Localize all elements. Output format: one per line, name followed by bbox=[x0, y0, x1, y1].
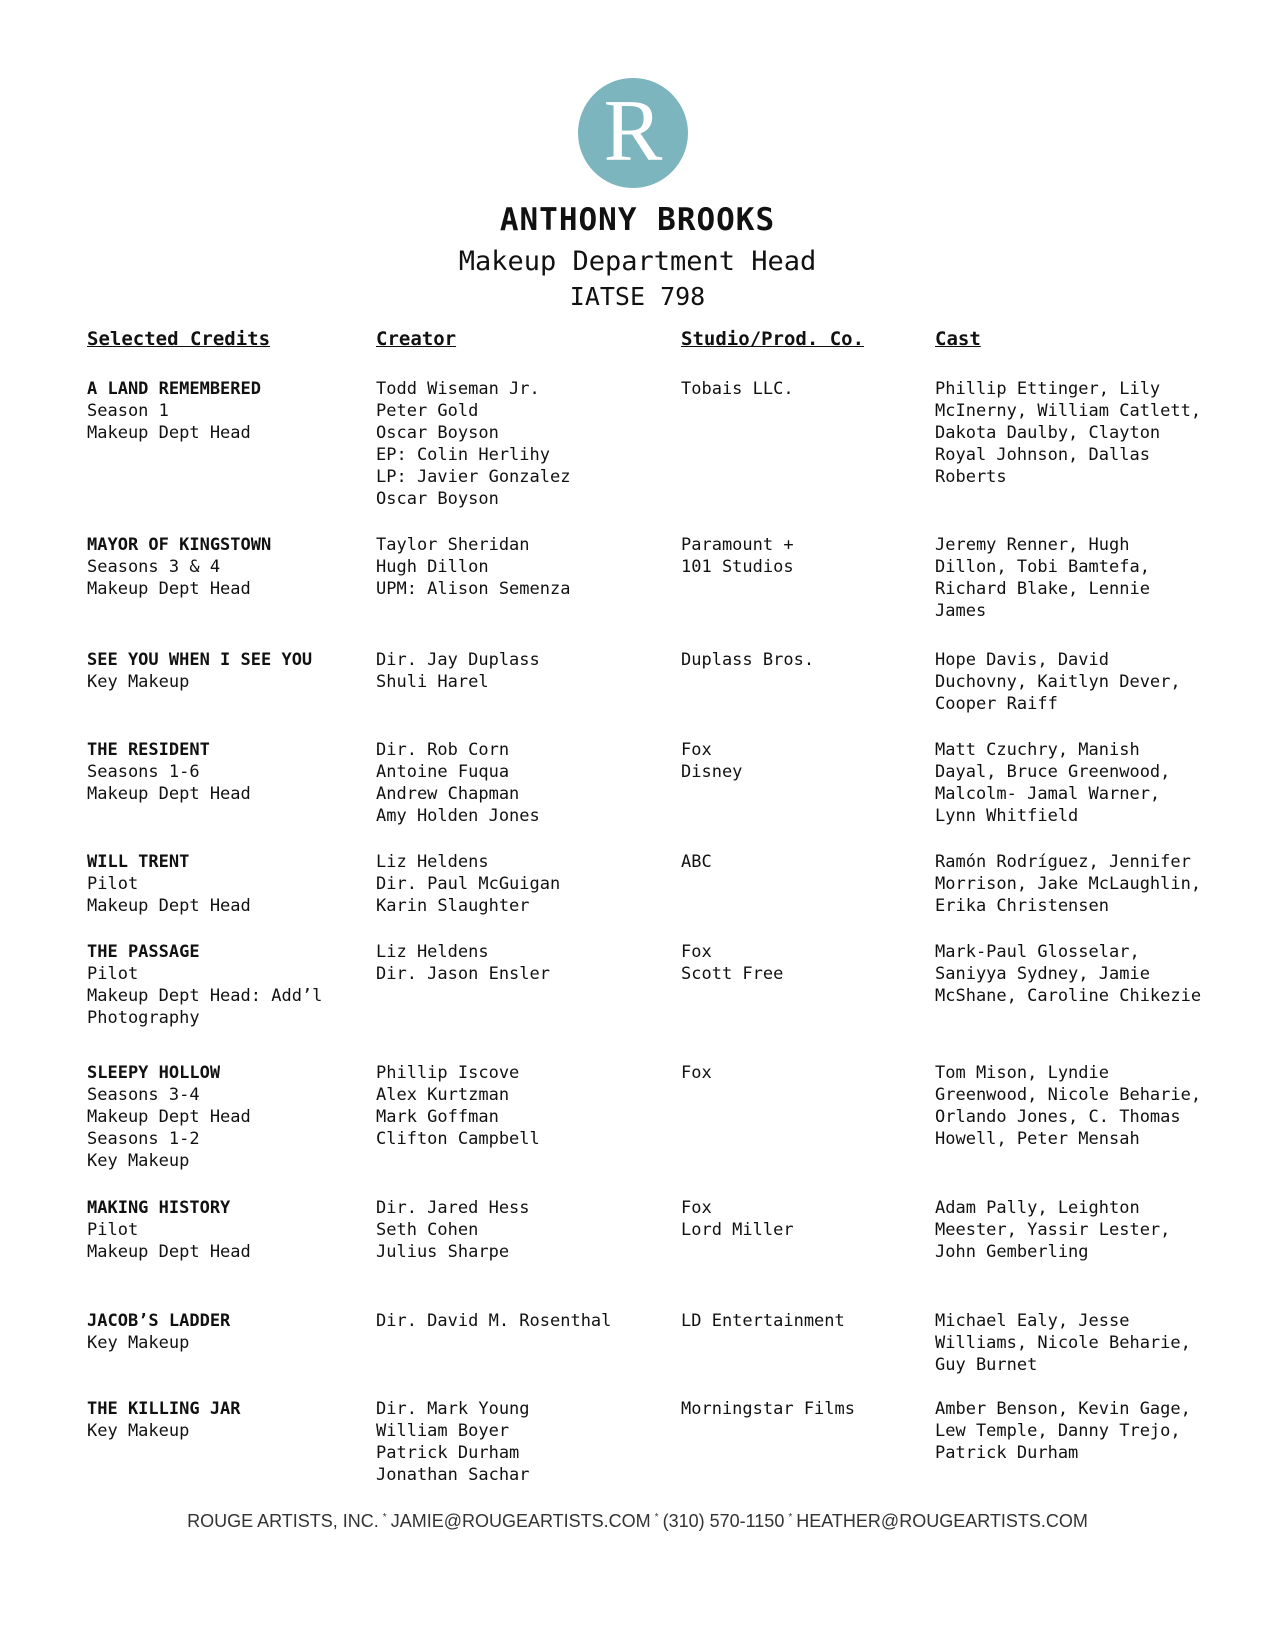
creator-line: Dir. Paul McGuigan bbox=[376, 874, 561, 894]
credit-detail: Makeup Dept Head bbox=[87, 423, 251, 443]
creator-line: Antoine Fuqua bbox=[376, 762, 510, 782]
credit-title: A LAND REMEMBERED bbox=[87, 379, 261, 399]
credit-detail: Makeup Dept Head bbox=[87, 784, 251, 804]
creator-line: Julius Sharpe bbox=[376, 1242, 510, 1262]
cast-line: Amber Benson, Kevin Gage, bbox=[935, 1399, 1191, 1419]
creator-line: Seth Cohen bbox=[376, 1220, 479, 1240]
creator-line: Jonathan Sachar bbox=[376, 1465, 530, 1485]
credit-title: SLEEPY HOLLOW bbox=[87, 1063, 221, 1083]
creator-line: UPM: Alison Semenza bbox=[376, 579, 571, 599]
credit-detail: Seasons 3-4 bbox=[87, 1085, 200, 1105]
credit-cell bbox=[87, 649, 312, 693]
creator-cell bbox=[376, 1398, 530, 1486]
studio-cell bbox=[681, 649, 814, 671]
creator-line: Liz Heldens bbox=[376, 852, 489, 872]
footer-email-jamie[interactable]: JAMIE@ROUGEARTISTS.COM bbox=[390, 1511, 651, 1531]
credit-title: THE KILLING JAR bbox=[87, 1399, 241, 1419]
creator-line: Peter Gold bbox=[376, 401, 479, 421]
credit-detail: Key Makeup bbox=[87, 1421, 190, 1441]
cast-cell bbox=[935, 739, 1170, 827]
studio-line: Tobais LLC. bbox=[681, 379, 794, 399]
credit-detail: Seasons 1-2 bbox=[87, 1129, 200, 1149]
creator-cell bbox=[376, 1197, 530, 1263]
studio-line: Morningstar Films bbox=[681, 1399, 855, 1419]
studio-cell bbox=[681, 1197, 794, 1241]
credit-detail: Key Makeup bbox=[87, 1151, 190, 1171]
studio-line: ABC bbox=[681, 852, 712, 872]
footer-separator: * bbox=[654, 1512, 659, 1523]
credit-title: THE RESIDENT bbox=[87, 740, 210, 760]
cast-line: Saniyya Sydney, Jamie bbox=[935, 964, 1150, 984]
studio-cell bbox=[681, 378, 794, 400]
creator-cell bbox=[376, 1310, 611, 1332]
credit-title: MAYOR OF KINGSTOWN bbox=[87, 535, 272, 555]
studio-line: Disney bbox=[681, 762, 743, 782]
credit-detail: Pilot bbox=[87, 964, 139, 984]
credit-cell bbox=[87, 739, 251, 805]
creator-line: Dir. Rob Corn bbox=[376, 740, 510, 760]
footer-separator: * bbox=[382, 1512, 387, 1523]
credit-detail: Season 1 bbox=[87, 401, 169, 421]
creator-line: Dir. Mark Young bbox=[376, 1399, 530, 1419]
credit-title: SEE YOU WHEN I SEE YOU bbox=[87, 650, 313, 670]
cast-line: Michael Ealy, Jesse bbox=[935, 1311, 1130, 1331]
creator-line: Dir. David M. Rosenthal bbox=[376, 1311, 612, 1331]
contact-footer bbox=[0, 1511, 1275, 1532]
creator-cell bbox=[376, 941, 550, 985]
cast-line: Roberts bbox=[935, 467, 1007, 487]
cast-cell bbox=[935, 378, 1201, 488]
credit-detail: Seasons 1-6 bbox=[87, 762, 200, 782]
creator-line: Liz Heldens bbox=[376, 942, 489, 962]
column-header-creator: Creator bbox=[376, 328, 457, 350]
cast-line: Dillon, Tobi Bamtefa, bbox=[935, 557, 1150, 577]
cast-line: Matt Czuchry, Manish bbox=[935, 740, 1140, 760]
cast-line: Duchovny, Kaitlyn Dever, bbox=[935, 672, 1181, 692]
credit-cell bbox=[87, 941, 322, 1029]
creator-cell bbox=[376, 378, 570, 510]
column-header-credits: Selected Credits bbox=[87, 328, 271, 350]
cast-line: McShane, Caroline Chikezie bbox=[935, 986, 1202, 1006]
creator-cell bbox=[376, 534, 570, 600]
cast-line: Cooper Raiff bbox=[935, 694, 1058, 714]
cast-cell bbox=[935, 1398, 1191, 1464]
cast-line: Dakota Daulby, Clayton bbox=[935, 423, 1161, 443]
cast-line: Morrison, Jake McLaughlin, bbox=[935, 874, 1202, 894]
footer-company: ROUGE ARTISTS, INC. bbox=[187, 1511, 379, 1531]
creator-line: Oscar Boyson bbox=[376, 423, 499, 443]
credit-cell bbox=[87, 1310, 230, 1354]
cast-line: Jeremy Renner, Hugh bbox=[935, 535, 1130, 555]
cast-cell bbox=[935, 1062, 1201, 1150]
credit-cell bbox=[87, 1197, 251, 1263]
rouge-logo bbox=[578, 78, 688, 188]
credit-detail: Seasons 3 & 4 bbox=[87, 557, 221, 577]
studio-cell bbox=[681, 1398, 855, 1420]
creator-line: Hugh Dillon bbox=[376, 557, 489, 577]
cast-line: Patrick Durham bbox=[935, 1443, 1079, 1463]
creator-line: Dir. Jared Hess bbox=[376, 1198, 530, 1218]
cast-line: Erika Christensen bbox=[935, 896, 1109, 916]
studio-line: Scott Free bbox=[681, 964, 784, 984]
credit-detail: Makeup Dept Head bbox=[87, 1242, 251, 1262]
column-header-cast: Cast bbox=[935, 328, 981, 350]
footer-email-heather[interactable]: HEATHER@ROUGEARTISTS.COM bbox=[796, 1511, 1088, 1531]
credit-detail: Makeup Dept Head bbox=[87, 1107, 251, 1127]
creator-line: Karin Slaughter bbox=[376, 896, 530, 916]
creator-line: LP: Javier Gonzalez bbox=[376, 467, 571, 487]
cast-line: Tom Mison, Lyndie bbox=[935, 1063, 1109, 1083]
cast-line: Ramón Rodríguez, Jennifer bbox=[935, 852, 1191, 872]
credit-cell bbox=[87, 851, 251, 917]
cast-cell bbox=[935, 851, 1201, 917]
creator-line: Alex Kurtzman bbox=[376, 1085, 510, 1105]
cast-cell bbox=[935, 649, 1181, 715]
cast-line: Hope Davis, David bbox=[935, 650, 1109, 670]
cast-line: Dayal, Bruce Greenwood, bbox=[935, 762, 1171, 782]
creator-line: EP: Colin Herlihy bbox=[376, 445, 550, 465]
studio-line: Fox bbox=[681, 1063, 712, 1083]
credit-cell bbox=[87, 378, 261, 444]
cast-line: Meester, Yassir Lester, bbox=[935, 1220, 1171, 1240]
credit-detail: Makeup Dept Head bbox=[87, 896, 251, 916]
studio-cell bbox=[681, 941, 783, 985]
studio-cell bbox=[681, 1310, 845, 1332]
cast-line: Malcolm- Jamal Warner, bbox=[935, 784, 1161, 804]
studio-cell bbox=[681, 534, 794, 578]
cast-line: Howell, Peter Mensah bbox=[935, 1129, 1140, 1149]
credit-detail: Photography bbox=[87, 1008, 200, 1028]
creator-line: Todd Wiseman Jr. bbox=[376, 379, 540, 399]
cast-line: John Gemberling bbox=[935, 1242, 1089, 1262]
artist-name: ANTHONY BROOKS bbox=[499, 202, 776, 238]
credit-title: MAKING HISTORY bbox=[87, 1198, 231, 1218]
studio-line: Lord Miller bbox=[681, 1220, 794, 1240]
cast-cell bbox=[935, 941, 1201, 1007]
studio-cell bbox=[681, 739, 742, 783]
creator-line: Dir. Jason Ensler bbox=[376, 964, 550, 984]
cast-line: Greenwood, Nicole Beharie, bbox=[935, 1085, 1202, 1105]
cast-line: McInerny, William Catlett, bbox=[935, 401, 1202, 421]
credit-title: THE PASSAGE bbox=[87, 942, 200, 962]
creator-line: Patrick Durham bbox=[376, 1443, 520, 1463]
creator-cell bbox=[376, 851, 560, 917]
cast-line: Adam Pally, Leighton bbox=[935, 1198, 1140, 1218]
creator-line: Dir. Jay Duplass bbox=[376, 650, 540, 670]
credit-detail: Pilot bbox=[87, 874, 139, 894]
credit-detail: Key Makeup bbox=[87, 672, 190, 692]
credit-cell bbox=[87, 1062, 251, 1172]
cast-cell bbox=[935, 1197, 1170, 1263]
footer-phone: (310) 570-1150 bbox=[662, 1511, 785, 1531]
credit-detail: Pilot bbox=[87, 1220, 139, 1240]
cast-line: Lew Temple, Danny Trejo, bbox=[935, 1421, 1181, 1441]
studio-line: Duplass Bros. bbox=[681, 650, 815, 670]
creator-line: William Boyer bbox=[376, 1421, 510, 1441]
creator-line: Shuli Harel bbox=[376, 672, 489, 692]
cast-line: Guy Burnet bbox=[935, 1355, 1038, 1375]
cast-cell bbox=[935, 534, 1150, 622]
cast-cell bbox=[935, 1310, 1191, 1376]
creator-cell bbox=[376, 739, 540, 827]
studio-line: Fox bbox=[681, 740, 712, 760]
studio-line: Paramount + bbox=[681, 535, 794, 555]
creator-line: Oscar Boyson bbox=[376, 489, 499, 509]
credit-detail: Makeup Dept Head: Add’l bbox=[87, 986, 323, 1006]
creator-cell bbox=[376, 649, 540, 693]
artist-title: Makeup Department Head bbox=[458, 246, 817, 277]
credit-title: WILL TRENT bbox=[87, 852, 190, 872]
union-affiliation: IATSE 798 bbox=[569, 282, 706, 311]
creator-line: Andrew Chapman bbox=[376, 784, 520, 804]
credit-detail: Key Makeup bbox=[87, 1333, 190, 1353]
studio-line: 101 Studios bbox=[681, 557, 794, 577]
cast-line: Lynn Whitfield bbox=[935, 806, 1079, 826]
studio-line: Fox bbox=[681, 942, 712, 962]
creator-line: Phillip Iscove bbox=[376, 1063, 520, 1083]
cast-line: Phillip Ettinger, Lily bbox=[935, 379, 1161, 399]
cast-line: James bbox=[935, 601, 987, 621]
creator-cell bbox=[376, 1062, 540, 1150]
credit-title: JACOB’S LADDER bbox=[87, 1311, 231, 1331]
cast-line: Mark-Paul Glosselar, bbox=[935, 942, 1140, 962]
studio-line: LD Entertainment bbox=[681, 1311, 845, 1331]
studio-cell bbox=[681, 1062, 712, 1084]
cast-line: Orlando Jones, C. Thomas bbox=[935, 1107, 1181, 1127]
cast-line: Williams, Nicole Beharie, bbox=[935, 1333, 1191, 1353]
credit-detail: Makeup Dept Head bbox=[87, 579, 251, 599]
studio-cell bbox=[681, 851, 712, 873]
credit-cell bbox=[87, 1398, 241, 1442]
footer-separator: * bbox=[788, 1512, 793, 1523]
logo-letter: R bbox=[603, 83, 663, 180]
creator-line: Mark Goffman bbox=[376, 1107, 499, 1127]
creator-line: Amy Holden Jones bbox=[376, 806, 540, 826]
cast-line: Royal Johnson, Dallas bbox=[935, 445, 1150, 465]
column-header-studio: Studio/Prod. Co. bbox=[681, 328, 865, 350]
cast-line: Richard Blake, Lennie bbox=[935, 579, 1150, 599]
creator-line: Clifton Campbell bbox=[376, 1129, 540, 1149]
studio-line: Fox bbox=[681, 1198, 712, 1218]
creator-line: Taylor Sheridan bbox=[376, 535, 530, 555]
credit-cell bbox=[87, 534, 271, 600]
